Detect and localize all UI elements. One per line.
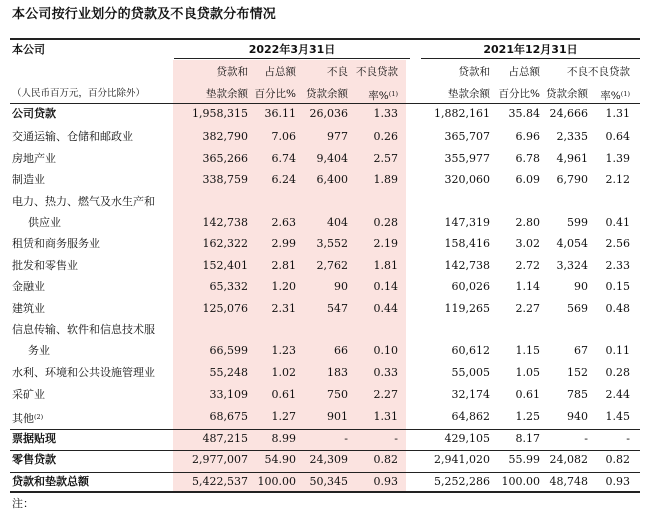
table-cell: 0.28 — [605, 366, 630, 379]
table-cell: 6.96 — [515, 130, 540, 143]
column-header-line1: 不良贷款 — [588, 66, 630, 78]
column-header-line2-text: 垫款余额 — [206, 88, 248, 100]
table-cell: 2.99 — [271, 237, 296, 250]
table-cell: 142,738 — [202, 216, 248, 229]
column-header-line2-text: 百分比% — [498, 88, 540, 100]
top-rule — [10, 38, 640, 40]
table-cell: 3,552 — [316, 237, 348, 250]
table-cell: 35.84 — [508, 107, 540, 120]
row-label-text: 房地产业 — [12, 152, 56, 165]
unit-note: （人民币百万元，百分比除外） — [12, 88, 146, 99]
table-cell: 2.80 — [515, 216, 540, 229]
table-cell: 0.33 — [373, 366, 398, 379]
row-label — [12, 410, 43, 426]
period2-header: 2021年12月31日 — [483, 43, 578, 56]
table-cell: 54.90 — [264, 453, 296, 466]
table-cell: 382,790 — [202, 130, 248, 143]
table-cell: 125,076 — [202, 302, 248, 315]
table-cell: 36.11 — [264, 107, 296, 120]
table-cell: 24,082 — [549, 453, 588, 466]
column-header-line2 — [490, 87, 540, 101]
column-header-line2 — [586, 87, 630, 103]
table-cell: 599 — [567, 216, 588, 229]
table-cell: 0.44 — [373, 302, 398, 315]
column-header-line2-text: 百分比% — [254, 88, 296, 100]
period2-rule — [421, 58, 640, 59]
table-cell: 1.15 — [515, 344, 540, 357]
table-cell: 1.05 — [515, 366, 540, 379]
table-cell: 2,335 — [556, 130, 588, 143]
column-header-line2-text: 率% — [368, 90, 389, 102]
table-cell: 50,345 — [309, 475, 348, 488]
footnote-marker: (1) — [388, 90, 398, 98]
table-cell: 24,666 — [549, 107, 588, 120]
table-cell: 142,738 — [444, 259, 490, 272]
column-header-line1: 贷款和 — [458, 66, 490, 78]
table-cell: 4,961 — [556, 152, 588, 165]
table-cell: 5,252,286 — [434, 475, 490, 488]
row-label — [28, 216, 61, 230]
table-cell: 0.11 — [605, 344, 630, 357]
table-cell: 152,401 — [202, 259, 248, 272]
row-label-text: 贷款和垫款总额 — [12, 475, 89, 488]
table-cell: - — [344, 432, 348, 445]
column-header-line2 — [298, 87, 348, 101]
table-cell: 429,105 — [444, 432, 490, 445]
row-label — [12, 280, 45, 294]
row-label-text: 批发和零售业 — [12, 259, 78, 272]
table-cell: 3,324 — [556, 259, 588, 272]
table-cell: 55.99 — [508, 453, 540, 466]
table-cell: 3.02 — [515, 237, 540, 250]
column-header-line2-text: 贷款余额 — [306, 88, 348, 100]
table-cell: 6,790 — [556, 173, 588, 186]
row-label-text: 金融业 — [12, 280, 45, 293]
table-cell: 1.27 — [271, 410, 296, 423]
header-rule — [10, 103, 640, 104]
table-cell: 547 — [327, 302, 348, 315]
table-cell: 2,762 — [316, 259, 348, 272]
table-cell: 487,215 — [202, 432, 248, 445]
table-cell: 0.48 — [605, 302, 630, 315]
table-cell: 0.82 — [605, 453, 630, 466]
row-label-text: 信息传输、软件和信息技术服 — [12, 323, 155, 336]
table-cell: 977 — [327, 130, 348, 143]
table-cell: 0.14 — [373, 280, 398, 293]
table-cell: 2.31 — [271, 302, 296, 315]
table-cell: 0.61 — [515, 388, 540, 401]
table-cell: 65,332 — [209, 280, 248, 293]
table-cell: 68,675 — [209, 410, 248, 423]
table-title: 本公司按行业划分的贷款及不良贷款分布情况 — [12, 7, 277, 22]
table-cell: 2,977,007 — [192, 453, 248, 466]
table-cell: 100.00 — [501, 475, 540, 488]
table-cell: 940 — [567, 410, 588, 423]
row-label — [12, 432, 56, 446]
table-cell: 365,266 — [202, 152, 248, 165]
table-cell: 158,416 — [444, 237, 490, 250]
table-cell: 750 — [327, 388, 348, 401]
column-header-line1: 不良 — [327, 66, 348, 78]
row-label-text: 零售贷款 — [12, 453, 56, 466]
row-label-text: 交通运输、仓储和邮政业 — [12, 130, 133, 143]
table-cell: 1,882,161 — [434, 107, 490, 120]
table-cell: 2.72 — [515, 259, 540, 272]
column-header-line1: 占总额 — [508, 66, 540, 78]
table-cell: 901 — [327, 410, 348, 423]
table-cell: 64,862 — [451, 410, 490, 423]
row-label-text: 票据贴现 — [12, 432, 56, 445]
table-cell: 7.06 — [271, 130, 296, 143]
table-cell: 2.44 — [605, 388, 630, 401]
row-label-text: 公司贷款 — [12, 107, 56, 120]
period1-header: 2022年3月31日 — [248, 43, 336, 56]
table-cell: 8.17 — [515, 432, 540, 445]
row-label — [12, 388, 45, 402]
row-label — [12, 475, 89, 489]
entity-label: 本公司 — [12, 43, 45, 56]
row-label — [12, 453, 56, 467]
table-cell: 1.23 — [271, 344, 296, 357]
column-header-line2 — [246, 87, 296, 101]
table-cell: 0.93 — [373, 475, 398, 488]
table-cell: 2.57 — [373, 152, 398, 165]
table-cell: 48,748 — [549, 475, 588, 488]
table-cell: - — [584, 432, 588, 445]
table-cell: 183 — [327, 366, 348, 379]
table-cell: 2.33 — [605, 259, 630, 272]
table-cell: 6.24 — [271, 173, 296, 186]
table-cell: 5,422,537 — [192, 475, 248, 488]
column-header-line2 — [538, 87, 588, 101]
table-cell: 0.28 — [373, 216, 398, 229]
table-cell: 66 — [334, 344, 348, 357]
table-cell: 1.33 — [373, 107, 398, 120]
table-cell: 67 — [574, 344, 588, 357]
table-cell: 2.12 — [605, 173, 630, 186]
table-cell: 320,060 — [444, 173, 490, 186]
table-cell: 55,005 — [451, 366, 490, 379]
table-cell: 0.93 — [605, 475, 630, 488]
table-cell: 404 — [327, 216, 348, 229]
table-cell: 60,026 — [451, 280, 490, 293]
table-cell: 119,265 — [444, 302, 490, 315]
column-header-line1: 贷款和 — [216, 66, 248, 78]
table-cell: 1.20 — [271, 280, 296, 293]
table-cell: 1,958,315 — [192, 107, 248, 120]
footnote-marker: (1) — [620, 90, 630, 98]
row-label-text: 其他 — [12, 412, 34, 425]
table-cell: 1.81 — [373, 259, 398, 272]
table-cell: 26,036 — [309, 107, 348, 120]
table-cell: 55,248 — [209, 366, 248, 379]
column-header-line1: 不良贷款 — [356, 66, 398, 78]
table-cell: 0.82 — [373, 453, 398, 466]
table-cell: 24,309 — [309, 453, 348, 466]
table-cell: 1.25 — [515, 410, 540, 423]
table-cell: 152 — [567, 366, 588, 379]
row-label-text: 建筑业 — [12, 302, 45, 315]
row-label — [12, 107, 56, 121]
table-cell: 90 — [574, 280, 588, 293]
table-cell: 2.56 — [605, 237, 630, 250]
table-cell: 2.27 — [373, 388, 398, 401]
table-cell: 0.61 — [271, 388, 296, 401]
row-label-text: 水利、环境和公共设施管理业 — [12, 366, 155, 379]
column-header-line1: 占总额 — [264, 66, 296, 78]
table-cell: 0.10 — [373, 344, 398, 357]
row-label — [12, 366, 155, 380]
table-cell: 147,319 — [444, 216, 490, 229]
table-cell: 569 — [567, 302, 588, 315]
table-cell: 32,174 — [451, 388, 490, 401]
column-header-line2 — [420, 87, 490, 101]
row-label — [12, 323, 155, 337]
table-cell: 66,599 — [209, 344, 248, 357]
bottom-rule — [10, 491, 640, 493]
table-cell: 6.78 — [515, 152, 540, 165]
table-cell: 1.02 — [271, 366, 296, 379]
table-cell: 0.15 — [605, 280, 630, 293]
table-cell: 2,941,020 — [434, 453, 490, 466]
section-rule — [10, 429, 640, 430]
table-cell: 60,612 — [451, 344, 490, 357]
table-cell: 100.00 — [257, 475, 296, 488]
table-cell: 2.63 — [271, 216, 296, 229]
row-label-text: 务业 — [28, 344, 50, 357]
table-cell: 0.41 — [605, 216, 630, 229]
footnote-marker: (2) — [34, 413, 44, 421]
section-rule — [10, 472, 640, 473]
table-cell: 4,054 — [556, 237, 588, 250]
table-cell: - — [626, 432, 630, 445]
table-cell: 355,977 — [444, 152, 490, 165]
table-cell: 2.27 — [515, 302, 540, 315]
table-cell: 1.14 — [515, 280, 540, 293]
table-cell: 6,400 — [316, 173, 348, 186]
table-cell: 1.31 — [373, 410, 398, 423]
section-rule — [10, 450, 640, 451]
table-cell: 6.09 — [515, 173, 540, 186]
column-header-line2-text: 贷款余额 — [546, 88, 588, 100]
table-cell: - — [394, 432, 398, 445]
table-cell: 2.81 — [271, 259, 296, 272]
row-label — [12, 259, 78, 273]
row-label — [28, 344, 50, 358]
row-label-text: 供应业 — [28, 216, 61, 229]
row-label-text: 制造业 — [12, 173, 45, 186]
table-cell: 1.31 — [605, 107, 630, 120]
table-cell: 33,109 — [209, 388, 248, 401]
row-label — [12, 237, 100, 251]
table-cell: 1.45 — [605, 410, 630, 423]
table-cell: 785 — [567, 388, 588, 401]
column-header-line2 — [178, 87, 248, 101]
row-label — [12, 195, 155, 209]
row-label — [12, 130, 133, 144]
footnote: 注： — [12, 497, 34, 510]
column-header-line2 — [350, 87, 398, 103]
column-header-line2-text: 率% — [600, 90, 621, 102]
table-cell: 365,707 — [444, 130, 490, 143]
table-cell: 2.19 — [373, 237, 398, 250]
row-label-text: 电力、热力、燃气及水生产和 — [12, 195, 155, 208]
column-header-line2-text: 垫款余额 — [448, 88, 490, 100]
table-cell: 162,322 — [202, 237, 248, 250]
table-cell: 8.99 — [271, 432, 296, 445]
row-label — [12, 302, 45, 316]
table-cell: 338,759 — [202, 173, 248, 186]
table-cell: 0.26 — [373, 130, 398, 143]
table-cell: 6.74 — [271, 152, 296, 165]
row-label-text: 租赁和商务服务业 — [12, 237, 100, 250]
table-cell: 1.39 — [605, 152, 630, 165]
row-label — [12, 173, 45, 187]
table-cell: 0.64 — [605, 130, 630, 143]
row-label — [12, 152, 56, 166]
table-cell: 9,404 — [316, 152, 348, 165]
period1-rule — [174, 58, 410, 59]
column-header-line1: 不良 — [567, 66, 588, 78]
row-label-text: 采矿业 — [12, 388, 45, 401]
table-cell: 90 — [334, 280, 348, 293]
table-cell: 1.89 — [373, 173, 398, 186]
